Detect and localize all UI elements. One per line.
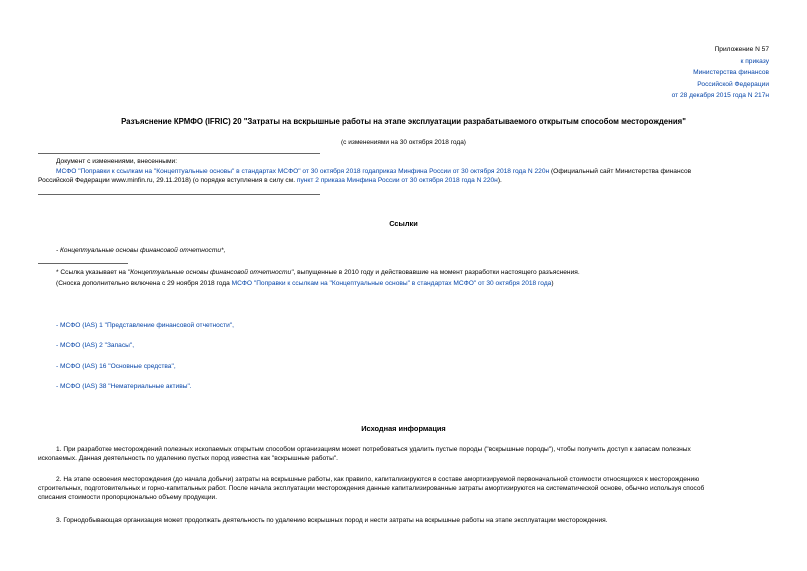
appendix-line: Приложение N 57: [714, 46, 769, 53]
divider-top: [38, 153, 320, 154]
amendment-link[interactable]: МСФО "Поправки к ссылкам на "Концептуальные основы" в стандартах МСФО" от 30 октября 2018 года: [231, 280, 552, 287]
minfin-order-link[interactable]: приказ Минфина России от 30 октября 2018 года N 220н: [375, 168, 550, 175]
ias-2-link[interactable]: - МСФО (IAS) 2 "Запасы",: [56, 342, 135, 349]
ias-38-link[interactable]: - МСФО (IAS) 38 "Нематериальные активы".: [56, 383, 192, 390]
appendix-order-link[interactable]: к приказу: [740, 57, 769, 65]
changes-text: ).: [497, 176, 502, 184]
ias-16-link[interactable]: - МСФО (IAS) 16 "Основные средства",: [56, 363, 176, 370]
changes-intro: Документ с изменениями, внесенными:: [56, 158, 178, 165]
divider-bottom: [38, 194, 320, 195]
footnote-divider: [38, 263, 128, 264]
footnote-text: ): [551, 280, 554, 287]
appendix-ministry-link[interactable]: Министерства финансов: [693, 69, 769, 76]
footnote: [56, 269, 791, 278]
paragraph-3: [38, 517, 773, 526]
footnote-text: "Концептуальные основы финансовой отчетности": [127, 269, 294, 276]
section-heading-refs: Ссылки: [389, 219, 418, 228]
footnote-note: [56, 280, 791, 289]
paragraph-line: 2. На этапе освоения месторождения (до начала добычи) затраты на вскрышные работы, как правило, капитализируются в составе амортизируемой первоначальной стоимости относящихся к месторождению: [56, 476, 700, 483]
order-point-link[interactable]: пункт 2 приказа Минфина России от 30 октября 2018 года N 220н: [296, 176, 498, 184]
document-title: Разъяснение КРМФО (IFRIC) 20 "Затраты на вскрышные работы на этапе эксплуатации разрабатываемого открытым способом месторождения": [121, 117, 686, 126]
appendix-federation-link[interactable]: Российской Федерации: [697, 80, 769, 88]
section-heading-info: Исходная информация: [361, 424, 446, 433]
footnote-text: * Ссылка указывает на: [56, 269, 128, 276]
ref-item: - Концептуальные основы финансовой отчетности*,: [56, 247, 226, 254]
paragraph-line: строительных, подготовительных и горно-капитальных работ. После начала эксплуатации месторождения данные капитализированные затраты амортизируются на систематической основе, обычно используя способ: [38, 484, 705, 492]
appendix-block: [509, 46, 769, 104]
paragraph-1: [38, 446, 773, 464]
footnote-text: (Сноска дополнительно включена с 29 ноября 2018 года: [56, 280, 232, 287]
changes-block: [38, 168, 773, 186]
changes-text: Российской Федерации www.minfin.ru, 29.11.2018) (о порядке вступления в силу см.: [38, 176, 297, 184]
appendix-date-link[interactable]: от 28 декабря 2015 года N 217н: [671, 92, 769, 99]
paragraph-line: 1. При разработке месторождений полезных ископаемых открытым способом организациям может потребоваться удалить пустые породы ("вскрышные породы"), чтобы получить доступ к запасам полезных: [56, 446, 691, 453]
paragraph-2: [38, 476, 773, 503]
paragraph-line: 3. Горнодобывающая организация может продолжать деятельность по удалению вскрышных пород и нести затраты на вскрышные работы на этапе эксплуатации месторождения.: [56, 517, 608, 524]
amendment-link[interactable]: МСФО "Поправки к ссылкам на "Концептуальные основы" в стандартах МСФО" от 30 октября 2018 года: [56, 168, 376, 175]
ias-1-link[interactable]: - МСФО (IAS) 1 "Представление финансовой отчетности",: [56, 322, 234, 329]
changes-text: (Официальный сайт Министерства финансов: [549, 168, 692, 175]
footnote-text: , выпущенные в 2010 году и действовавшие на момент разработки настоящего разъяснения.: [293, 269, 580, 276]
document-subtitle: (с изменениями на 30 октября 2018 года): [341, 139, 466, 146]
paragraph-line: списания стоимости пропорционально объему продукции.: [38, 493, 218, 501]
paragraph-line: ископаемых. Данная деятельность по удалению пустых пород известна как "вскрышные работы".: [38, 454, 339, 462]
